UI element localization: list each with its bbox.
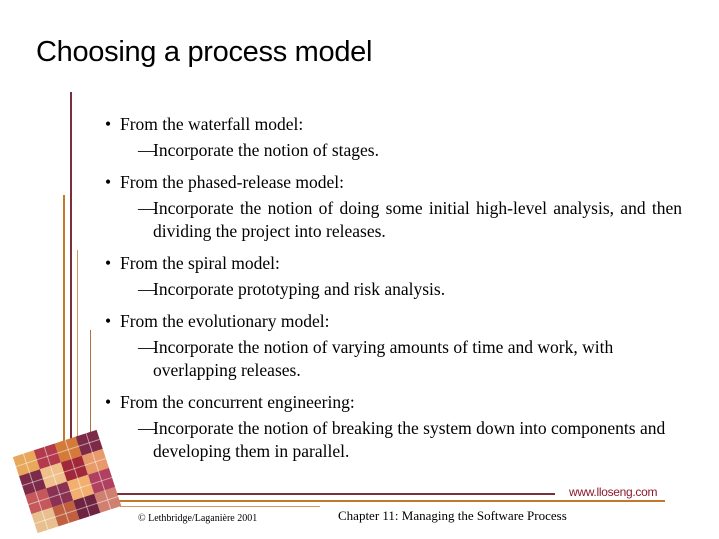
dash-marker: — (138, 279, 156, 299)
sub-bullet-text: Incorporate the notion of varying amounts of time and work, with overlapping releases. (153, 337, 614, 380)
bullet-item (105, 110, 682, 139)
list-item (105, 307, 682, 382)
sub-bullet-item (105, 197, 682, 243)
bullet-marker: • (105, 172, 112, 192)
bullet-item (105, 168, 682, 197)
footer-website-link[interactable]: www.lloseng.com (569, 485, 658, 499)
sub-bullet-item (105, 278, 682, 301)
decor-vertical-line-1 (70, 92, 72, 477)
bullet-text: From the spiral model: (120, 253, 280, 273)
bullet-text: From the concurrent engineering: (120, 392, 355, 412)
dash-marker: — (138, 418, 156, 438)
bullet-marker: • (105, 311, 112, 331)
slide-title: Choosing a process model (36, 36, 373, 68)
bullet-item (105, 388, 682, 417)
footer-chapter: Chapter 11: Managing the Software Process (338, 508, 567, 523)
decor-horizontal-line-2 (85, 500, 665, 502)
bullet-text: From the phased-release model: (120, 172, 345, 192)
dash-marker: — (138, 140, 156, 160)
sub-bullet-text: Incorporate the notion of stages. (153, 140, 379, 160)
sub-bullet-item (105, 336, 682, 382)
dash-marker: — (138, 198, 156, 218)
sub-bullet-item (105, 139, 682, 162)
list-item (105, 388, 682, 463)
sub-bullet-text: Incorporate the notion of doing some initial high-level analysis, and then dividing the project into releases. (153, 198, 682, 241)
footer-copyright: © Lethbridge/Laganière 2001 (138, 513, 258, 524)
bullet-marker: • (105, 392, 112, 412)
bullet-item (105, 249, 682, 278)
decor-horizontal-line-3 (120, 506, 320, 507)
bullet-text: From the evolutionary model: (120, 311, 330, 331)
list-item (105, 249, 682, 301)
bullet-list (105, 110, 682, 469)
list-item (105, 110, 682, 162)
list-item (105, 168, 682, 243)
bullet-marker: • (105, 114, 112, 134)
bullet-text: From the waterfall model: (120, 114, 304, 134)
dash-marker: — (138, 337, 156, 357)
bullet-marker: • (105, 253, 112, 273)
sub-bullet-text: Incorporate the notion of breaking the system down into components and developing them in parallel. (153, 418, 666, 461)
decor-horizontal-line-1 (105, 493, 555, 495)
bullet-item (105, 307, 682, 336)
sub-bullet-item (105, 417, 682, 463)
sub-bullet-text: Incorporate prototyping and risk analysis. (153, 279, 446, 299)
